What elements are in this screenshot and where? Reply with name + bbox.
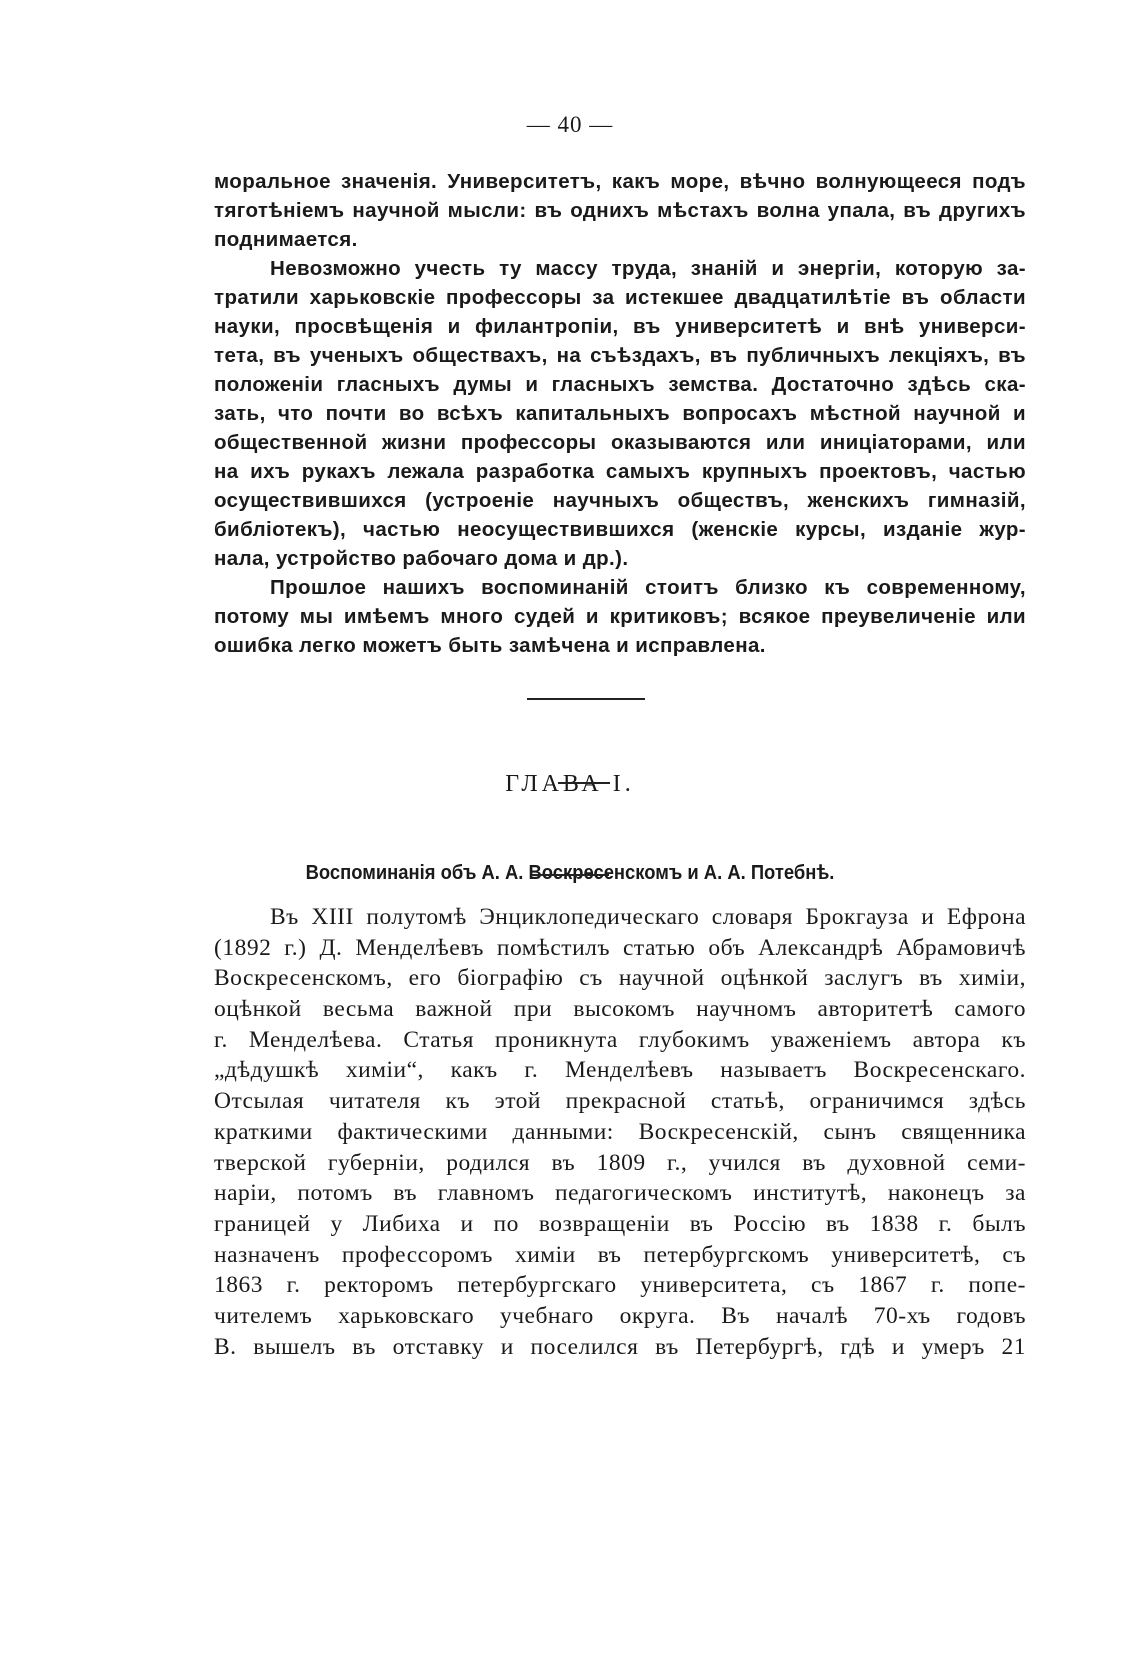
text-line: тверской губерніи, родился въ 1809 г., учился въ духовной семи-: [214, 1149, 1026, 1176]
text-line: наріи, потомъ въ главномъ педагогическомъ институтѣ, наконецъ за: [214, 1180, 1026, 1207]
text-line: ошибка легко можетъ быть замѣчена и исправлена.: [214, 634, 766, 657]
text-line: оцѣнкой весьма важной при высокомъ научномъ авторитетѣ самого: [214, 996, 1026, 1023]
text-line: моральное значенія. Университетъ, какъ море, вѣчно волнующееся подъ: [214, 170, 1026, 193]
text-line: зать, что почти во всѣхъ капитальныхъ вопросахъ мѣстной научной и: [214, 402, 1026, 425]
text-line: „дѣдушкѣ химіи“, какъ г. Менделѣевъ называетъ Воскресенскаго.: [214, 1057, 1026, 1084]
text-line: науки, просвѣщенія и филантропіи, въ университетѣ и внѣ универси-: [214, 315, 1026, 338]
page-number: — 40 —: [526, 112, 614, 137]
text-line: (1892 г.) Д. Менделѣевъ помѣстилъ статью объ Александрѣ Абрамовичѣ: [214, 934, 1026, 961]
text-line: тяготѣніемъ научной мысли: въ однихъ мѣстахъ волна упала, въ другихъ: [214, 199, 1026, 222]
chapter-title: ГЛАВА I.: [505, 771, 635, 797]
text-line: краткими фактическими данными: Воскресенскій, сынъ священника: [214, 1118, 1026, 1145]
text-line: тратили харьковскіе профессоры за истекшее двадцатилѣтіе въ области: [214, 286, 1026, 309]
text-line: потому мы имѣемъ много судей и критиковъ; всякое преувеличеніе или: [214, 605, 1026, 628]
intro-paragraphs: [214, 167, 1026, 660]
text-line: на ихъ рукахъ лежала разработка самыхъ крупныхъ проектовъ, частью: [214, 460, 1026, 483]
text-line: г. Менделѣева. Статья проникнута глубокимъ уваженіемъ автора къ: [214, 1026, 1026, 1053]
text-line: положеніи гласныхъ думы и гласныхъ земства. Достаточно здѣсь ска-: [214, 373, 1026, 396]
text-line: общественной жизни профессоры оказываются или иниціаторами, или: [214, 431, 1026, 454]
chapter-paragraph: [214, 902, 1026, 1362]
text-line: 1863 г. ректоромъ петербургскаго университета, съ 1867 г. попе-: [214, 1272, 1026, 1299]
text-line: Въ XIII полутомѣ Энциклопедическаго словаря Брокгауза и Ефрона: [270, 904, 1026, 930]
text-line: Воскресенскомъ, его біографію съ научной оцѣнкой заслугъ въ химіи,: [214, 965, 1026, 992]
section-divider: [527, 698, 645, 700]
subtitle-rule: [531, 874, 609, 876]
text-line: поднимается.: [214, 228, 358, 251]
text-line: осуществившихся (устроеніе научныхъ обществъ, женскихъ гимназій,: [214, 489, 1026, 512]
text-line: Невозможно учесть ту массу труда, знаній и энергіи, которую за-: [270, 257, 1026, 280]
text-line: библіотекъ), частью неосуществившихся (женскіе курсы, изданіе жур-: [214, 518, 1026, 541]
text-line: чителемъ харьковскаго учебнаго округа. Въ началѣ 70-хъ годовъ: [214, 1302, 1026, 1329]
chapter-subtitle: Воспоминанія объ А. А. Воскресенскомъ и А. А. Потебнѣ.: [305, 862, 835, 884]
text-line: назначенъ профессоромъ химіи въ петербургскомъ университетѣ, съ: [214, 1241, 1026, 1268]
text-line: Прошлое нашихъ воспоминаній стоитъ близко къ современному,: [270, 576, 1026, 599]
text-line: Отсылая читателя къ этой прекрасной статьѣ, ограничимся здѣсь: [214, 1088, 1026, 1115]
text-line: нала, устройство рабочаго дома и др.).: [214, 547, 629, 570]
text-line: границей у Либиха и по возвращеніи въ Россію въ 1838 г. былъ: [214, 1210, 1026, 1237]
title-rule: [558, 782, 610, 784]
text-line: В. вышелъ въ отставку и поселился въ Петербургѣ, гдѣ и умеръ 21: [214, 1333, 1026, 1360]
text-line: тета, въ ученыхъ обществахъ, на съѣздахъ, въ публичныхъ лекціяхъ, въ: [214, 344, 1026, 367]
